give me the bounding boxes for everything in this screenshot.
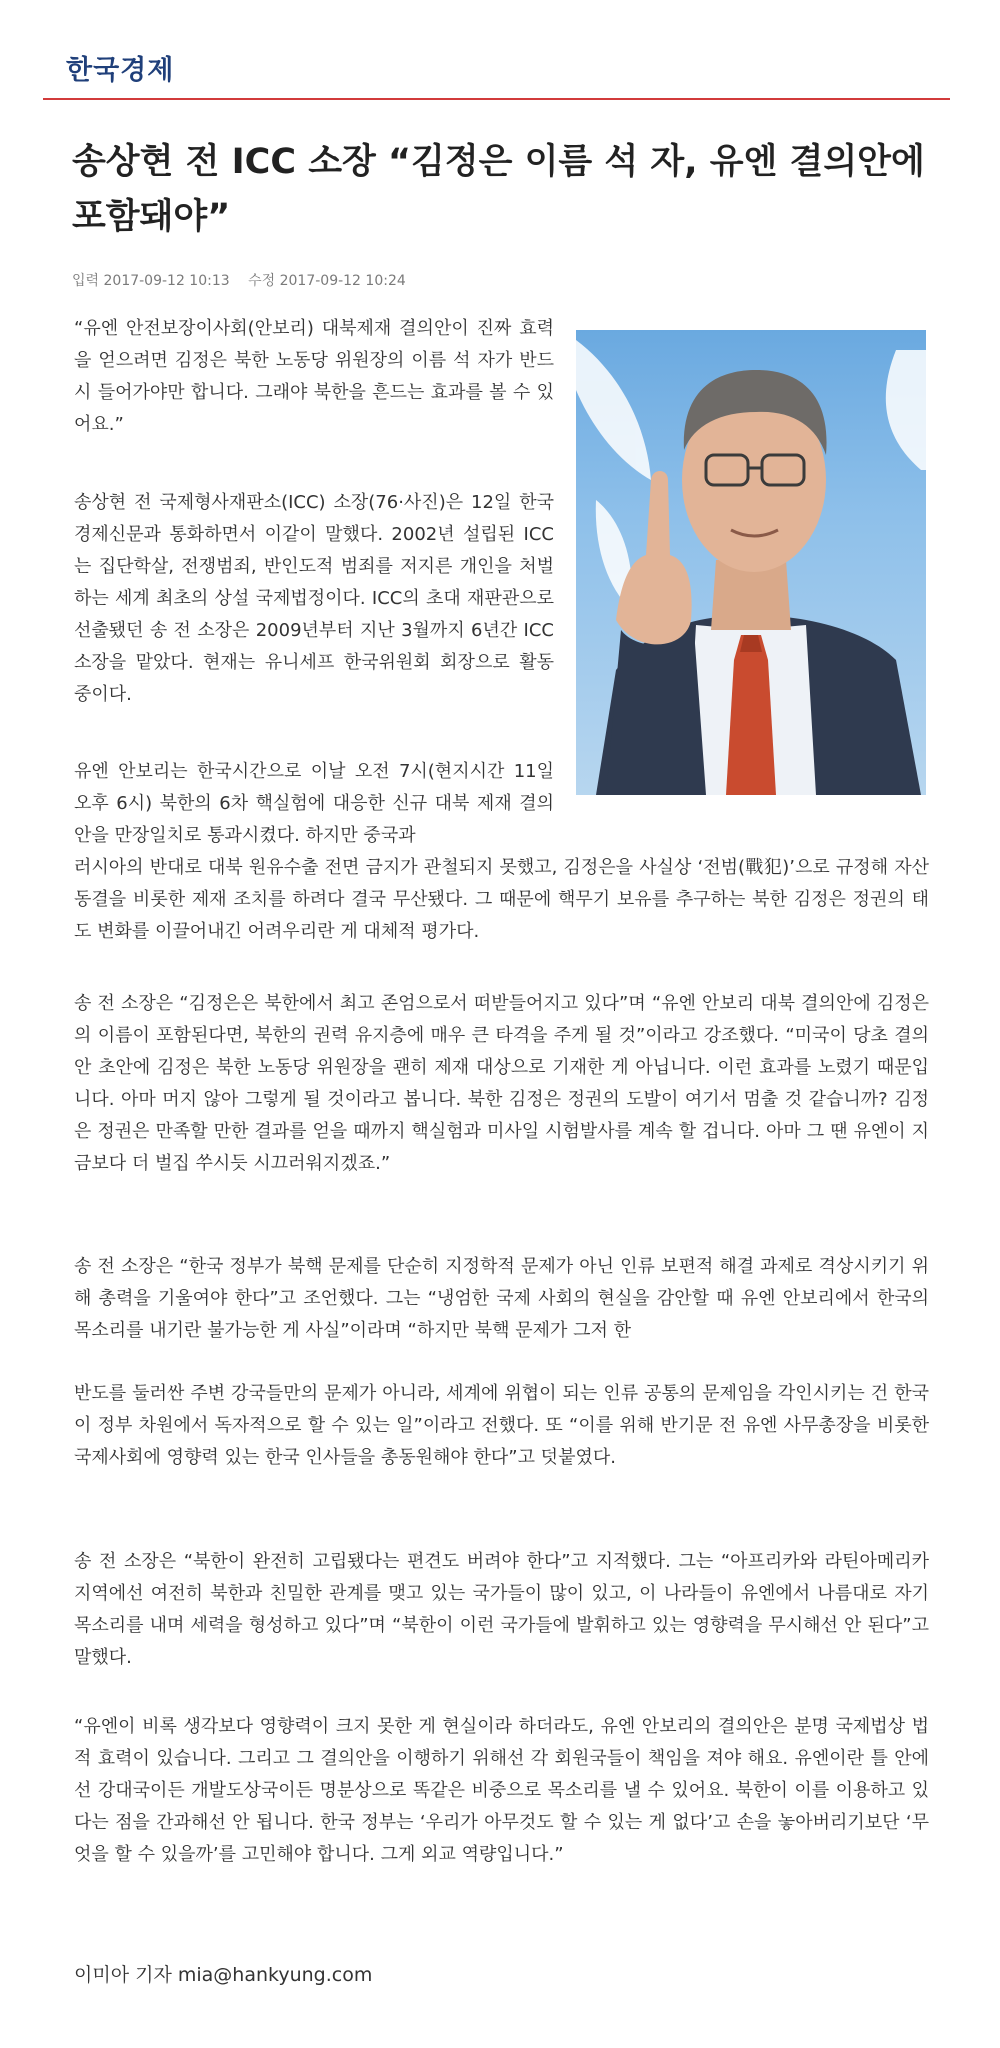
reporter-byline: 이미아 기자 mia@hankyung.com xyxy=(74,1964,373,1986)
article-headline: 송상현 전 ICC 소장 “김정은 이름 석 자, 유엔 결의안에 포함돼야” xyxy=(72,142,925,237)
portrait-illustration xyxy=(576,330,926,795)
header-divider xyxy=(43,98,950,100)
paragraph-8: “유엔이 비록 생각보다 영향력이 크지 못한 게 현실이라 하더라도, 유엔 안보리의 결의안은 분명 국제법상 법적 효력이 있습니다. 그리고 그 결의안을 이행하기 위해선 각 회원국들이 책임을 져야 해요. 유엔이란 틀 안에선 강대국이든 개발도상국이든 명분상으로 똑같은 비중으로 목소리를 낼 수 있어요. 북한이 이를 이용하고 있다는 점을 간과해선 안 됩니다. 한국 정부는 ‘우리가 아무것도 할 수 있는 게 없다’고 손을 놓아버리기보단 ‘무엇을 할 수 있을까’를 고민해야 합니다. 그게 외교 역량입니다.” xyxy=(74,1716,929,1865)
paragraph-3-part-1: 유엔 안보리는 한국시간으로 이날 오전 7시(현지시간 11일 오후 6시) 북한의 6차 핵실험에 대응한 신규 대북 제재 결의안을 만장일치로 통과시켰다. 하지만 중국과 xyxy=(74,761,554,846)
paragraph-1: “유엔 안전보장이사회(안보리) 대북제재 결의안이 진짜 효력을 얻으려면 김정은 북한 노동당 위원장의 이름 석 자가 반드시 들어가야만 합니다. 그래야 북한을 흔드는 효과를 볼 수 있어요.” xyxy=(74,318,554,435)
newspaper-logo: 한국경제 xyxy=(66,55,175,86)
paragraph-6: 반도를 둘러싼 주변 강국들만의 문제가 아니라, 세계에 위협이 되는 인류 공통의 문제임을 각인시키는 건 한국이 정부 차원에서 독자적으로 할 수 있는 일”이라고 전했다. 또 “이를 위해 반기문 전 유엔 사무총장을 비롯한 국제사회에 영향력 있는 한국 인사들을 총동원해야 한다”고 덧붙였다. xyxy=(74,1383,929,1468)
paragraph-5: 송 전 소장은 “한국 정부가 북핵 문제를 단순히 지정학적 문제가 아닌 인류 보편적 해결 과제로 격상시키기 위해 총력을 기울여야 한다”고 조언했다. 그는 “냉엄한 국제 사회의 현실을 감안할 때 유엔 안보리에서 한국의 목소리를 내기란 불가능한 게 사실”이라며 “하지만 북핵 문제가 그저 한 xyxy=(74,1256,929,1341)
modified-date: 수정 2017-09-12 10:24 xyxy=(248,273,406,289)
article-dateline xyxy=(72,270,406,290)
paragraph-2: 송상현 전 국제형사재판소(ICC) 소장(76·사진)은 12일 한국경제신문과 통화하면서 이같이 말했다. 2002년 설립된 ICC는 집단학살, 전쟁범죄, 반인도적 범죄를 저지른 개인을 처벌하는 세계 최초의 상설 국제법정이다. ICC의 초대 재판관으로 선출됐던 송 전 소장은 2009년부터 지난 3월까지 6년간 ICC 소장을 맡았다. 현재는 유니세프 한국위원회 회장으로 활동 중이다. xyxy=(74,492,554,705)
input-date: 입력 2017-09-12 10:13 xyxy=(72,273,230,289)
paragraph-4: 송 전 소장은 “김정은은 북한에서 최고 존엄으로서 떠받들어지고 있다”며 “유엔 안보리 대북 결의안에 김정은의 이름이 포함된다면, 북한의 권력 유지층에 매우 큰 타격을 주게 될 것”이라고 강조했다. “미국이 당초 결의안 초안에 김정은 북한 노동당 위원장을 괜히 제재 대상으로 기재한 게 아닙니다. 이런 효과를 노렸기 때문입니다. 아마 머지 않아 그렇게 될 것이라고 봅니다. 북한 김정은 정권의 도발이 여기서 멈출 것 같습니까? 김정은 정권은 만족할 만한 결과를 얻을 때까지 핵실험과 미사일 시험발사를 계속 할 겁니다. 아마 그 땐 유엔이 지금보다 더 벌집 쑤시듯 시끄러워지겠죠.” xyxy=(74,993,929,1174)
paragraph-3-part-2: 러시아의 반대로 대북 원유수출 전면 금지가 관철되지 못했고, 김정은을 사실상 ‘전범(戰犯)’으로 규정해 자산동결을 비롯한 제재 조치를 하려다 결국 무산됐다. 그 때문에 핵무기 보유를 추구하는 북한 김정은 정권의 태도 변화를 이끌어내긴 어려우리란 게 대체적 평가다. xyxy=(74,857,929,942)
article-photo xyxy=(576,330,926,795)
paragraph-7: 송 전 소장은 “북한이 완전히 고립됐다는 편견도 버려야 한다”고 지적했다. 그는 “아프리카와 라틴아메리카 지역에선 여전히 북한과 친밀한 관계를 맺고 있는 국가들이 많이 있고, 이 나라들이 유엔에서 나름대로 자기 목소리를 내며 세력을 형성하고 있다”며 “북한이 이런 국가들에 발휘하고 있는 영향력을 무시해선 안 된다”고 말했다. xyxy=(74,1551,929,1668)
